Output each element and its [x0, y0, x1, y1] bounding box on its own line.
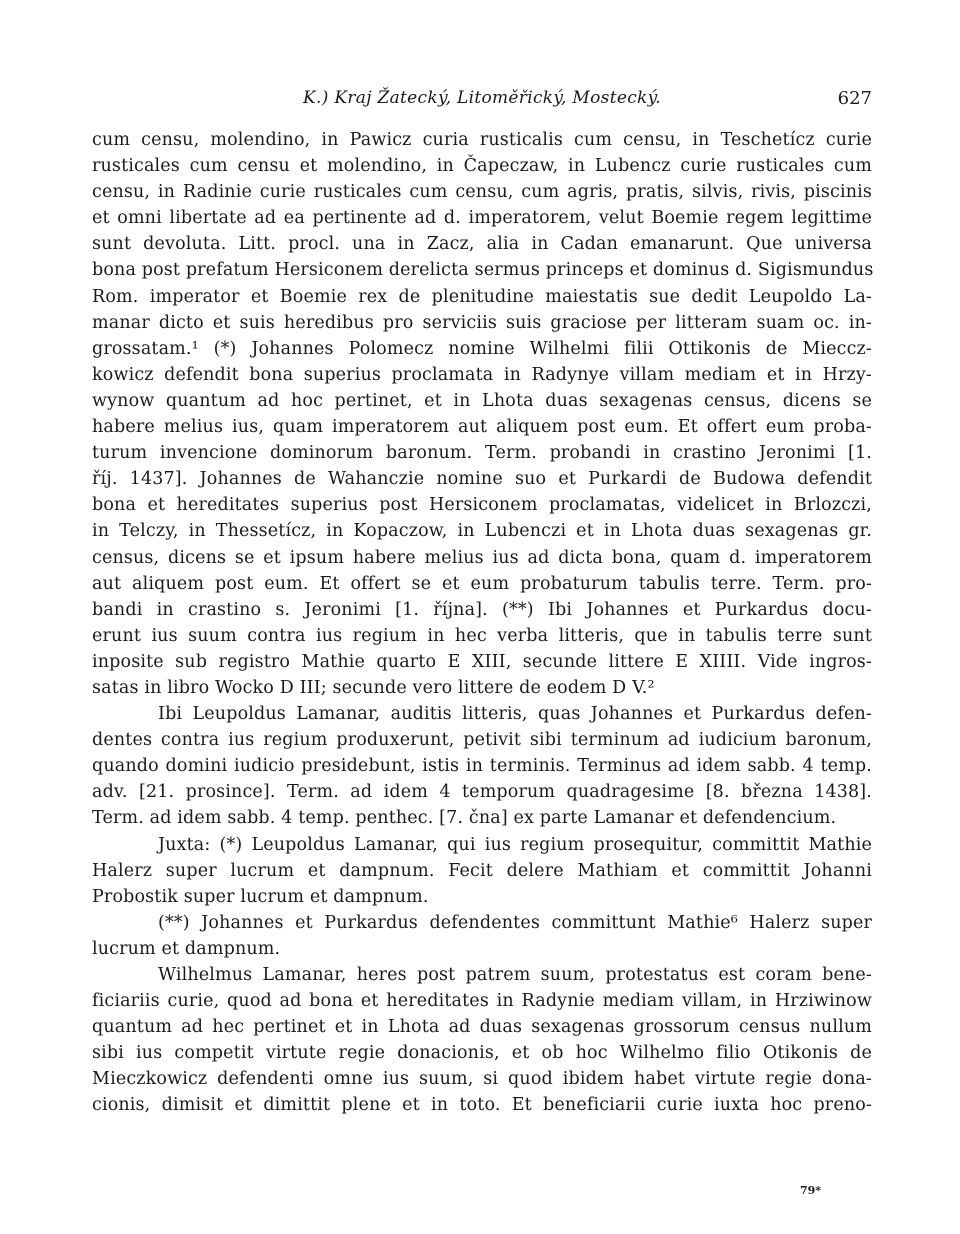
text-line: dentes contra ius regium produxerunt, petivit sibi terminum ad iudicium baronum,: [92, 730, 872, 751]
note-line: Probostik super lucrum et dampnum.: [92, 886, 429, 907]
note-line: lucrum et dampnum.: [92, 938, 281, 959]
text-line: wynow quantum ad hoc pertinet, et in Lhota duas sexagenas census, dicens se: [92, 390, 872, 411]
running-header: [92, 88, 872, 112]
text-line: manar dicto et suis heredibus pro serviciis suis graciose per litteram suam oc. in-: [92, 312, 872, 333]
text-line: census, dicens se et ipsum habere melius ius ad dicta bona, quam d. imperatorem: [92, 547, 872, 568]
text-line: ficiariis curie, quod ad bona et hereditates in Radynie mediam villam, in Hrziwinow: [92, 991, 872, 1012]
text-line: cionis, dimisit et dimittit plene et in toto. Et beneficiarii curie iuxta hoc preno-: [92, 1095, 872, 1116]
paragraph-start-line: Wilhelmus Lamanar, heres post patrem suum, protestatus est coram bene-: [158, 965, 872, 985]
text-line: sibi ius competit virtute regie donacionis, et ob hoc Wilhelmo filio Otikonis de: [92, 1043, 872, 1064]
text-line: cum censu, molendino, in Pawicz curia rusticalis cum censu, in Teschetícz curie: [92, 130, 872, 150]
text-line: satas in libro Wocko D III; secunde vero littere de eodem D V.²: [92, 677, 655, 698]
text-line: censu, in Radinie curie rusticales cum censu, cum agris, pratis, silvis, rivis, piscinis: [92, 182, 872, 203]
text-line: turum invencione dominorum baronum. Term. probandi in crastino Jeronimi [1.: [92, 443, 872, 464]
text-line: bandi in crastino s. Jeronimi [1. října]. (**) Ibi Johannes et Purkardus docu-: [92, 599, 872, 620]
note-line: Halerz super lucrum et dampnum. Fecit delere Mathiam et committit Johanni: [92, 860, 872, 881]
text-line: bona post prefatum Hersiconem derelicta sermus princeps et dominus d. Sigismundus: [92, 260, 874, 281]
note-line: (**) Johannes et Purkardus defendentes committunt Mathie⁶ Halerz super: [158, 912, 872, 933]
text-line: quantum ad hec pertinet et in Lhota ad duas sexagenas grossorum census nullum: [92, 1017, 872, 1038]
text-line: erunt ius suum contra ius regium in hec verba litteris, que in tabulis terre sunt: [92, 625, 872, 646]
text-line: Term. ad idem sabb. 4 temp. penthec. [7. čna] ex parte Lamanar et defendencium.: [92, 808, 837, 829]
paragraph-start-line: Ibi Leupoldus Lamanar, auditis litteris, quas Johannes et Purkardus defen-: [158, 704, 872, 725]
text-line: habere melius ius, quam imperatorem aut aliquem post eum. Et offert eum proba-: [92, 417, 872, 438]
signature-mark: 79*: [800, 1184, 822, 1197]
text-line: Rom. imperator et Boemie rex de plenitudine maiestatis sue dedit Leupoldo La-: [92, 286, 872, 307]
note-line: Juxta: (*) Leupoldus Lamanar, qui ius regium prosequitur, committit Mathie: [158, 834, 872, 855]
text-line: říj. 1437]. Johannes de Wahanczie nomine suo et Purkardi de Budowa defendit: [92, 469, 872, 490]
text-line: et omni libertate ad ea pertinente ad d. imperatorem, velut Boemie regem legittime: [92, 208, 872, 229]
text-line: bona et hereditates superius post Hersiconem proclamatas, videlicet in Brlozczi,: [92, 495, 872, 516]
text-line: in Telczy, in Thessetícz, in Kopaczow, in Lubenczi et in Lhota duas sexagenas gr.: [92, 521, 872, 542]
text-line: aut aliquem post eum. Et offert se et eum probaturum tabulis terre. Term. pro-: [92, 573, 872, 594]
text-line: adv. [21. prosince]. Term. ad idem 4 temporum quadragesime [8. března 1438].: [92, 782, 872, 803]
page-number: 627: [837, 88, 872, 109]
text-line: Mieczkowicz defendenti omne ius suum, si quod ibidem habet virtute regie dona-: [92, 1069, 872, 1090]
text-line: grossatam.¹ (*) Johannes Polomecz nomine Wilhelmi filii Ottikonis de Mieccz-: [92, 338, 872, 359]
text-line: rusticales cum censu et molendino, in Čapeczaw, in Lubencz curie rusticales cum: [92, 156, 872, 177]
text-line: inposite sub registro Mathie quarto E XIII, secunde littere E XIIII. Vide ingros-: [92, 651, 872, 672]
running-title: K.) Kraj Žatecký, Litoměřický, Mostecký.: [303, 88, 661, 108]
text-line: quando domini iudicio presidebunt, istis in terminis. Terminus ad idem sabb. 4 temp.: [92, 756, 872, 777]
text-line: kowicz defendit bona superius proclamata in Radynye villam mediam et in Hrzy-: [92, 364, 872, 385]
text-line: sunt devoluta. Litt. procl. una in Zacz, alia in Cadan emanarunt. Que universa: [92, 234, 872, 255]
body-text: [92, 127, 872, 1119]
